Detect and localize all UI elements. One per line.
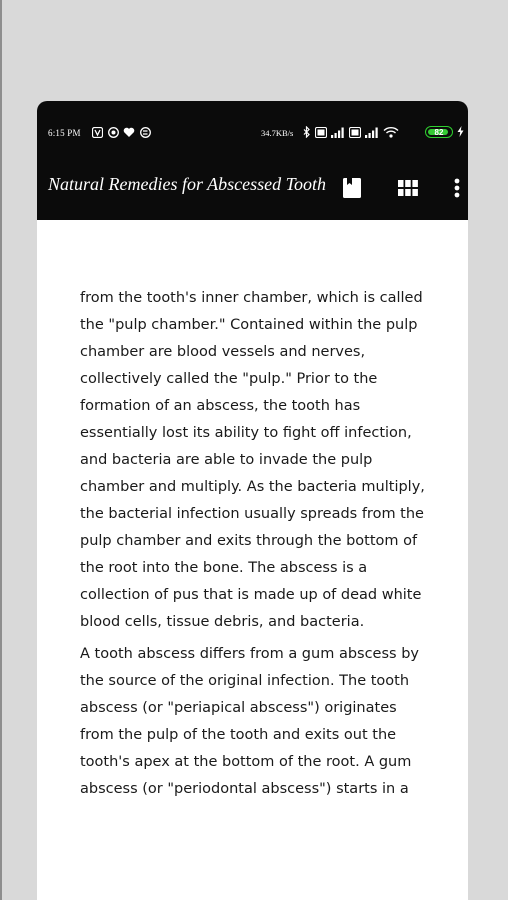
sync-icon bbox=[139, 126, 151, 138]
bluetooth-icon bbox=[303, 125, 311, 143]
article-body bbox=[80, 285, 430, 808]
heart-icon bbox=[123, 126, 135, 138]
signal-icon bbox=[365, 125, 379, 143]
window-edge bbox=[0, 0, 2, 900]
net-speed: 34.7KB/s bbox=[261, 128, 294, 138]
status-left-icons bbox=[91, 126, 151, 138]
signal-icon bbox=[331, 125, 345, 143]
battery-level: 82 bbox=[434, 127, 444, 137]
voice-icon bbox=[91, 126, 103, 138]
app-bar bbox=[37, 157, 468, 220]
status-right-icons bbox=[303, 125, 399, 143]
article-paragraph: from the tooth's inner chamber, which is called the "pulp chamber." Contained within the pulp chamber are blood vessels and nerves, collectively called the "pulp." Prior to the formation of an abscess, the tooth has essentially lost its ability to fight off infection, and bacteria are able to invade the pulp chamber and multiply. As the bacteria multiply, the bacterial infection usually spreads from the pulp chamber and exits through the bottom of the root into the bone. The abscess is a collection of pus that is made up of dead white blood cells, tissue debris, and bacteria. bbox=[80, 290, 425, 630]
grid-view-button[interactable] bbox=[395, 175, 421, 201]
bookmark-icon bbox=[342, 177, 362, 199]
charging-icon bbox=[457, 126, 464, 140]
battery-indicator bbox=[425, 126, 453, 138]
status-bar bbox=[37, 101, 468, 157]
more-vert-icon bbox=[454, 178, 460, 198]
page-title: Natural Remedies for Abscessed Tooth bbox=[48, 174, 326, 194]
bookmark-button[interactable] bbox=[339, 175, 365, 201]
volte-icon bbox=[315, 125, 327, 143]
notification-icon bbox=[107, 126, 119, 138]
status-time: 6:15 PM bbox=[48, 128, 81, 138]
volte-icon bbox=[349, 125, 361, 143]
grid-icon bbox=[398, 180, 418, 196]
phone-screen bbox=[37, 101, 468, 900]
more-options-button[interactable] bbox=[444, 175, 468, 201]
wifi-icon bbox=[383, 125, 399, 143]
article-paragraph: A tooth abscess differs from a gum abscess by the source of the original infection. The tooth abscess (or "periapical abscess") originates from the pulp of the tooth and exits out the tooth's apex at the bottom of the root. A gum abscess (or "periodontal abscess") starts in a bbox=[80, 646, 419, 797]
